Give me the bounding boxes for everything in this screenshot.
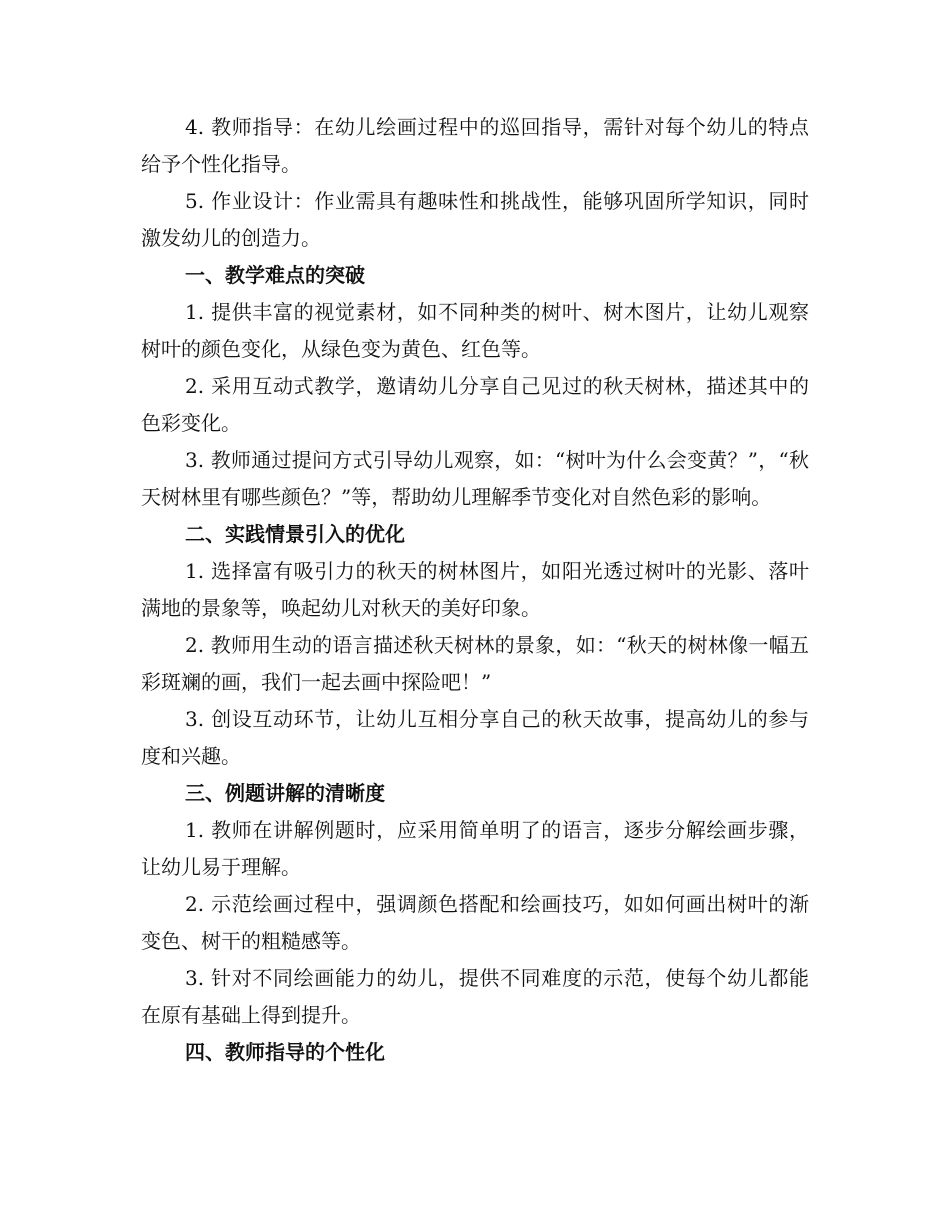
paragraph-1-3: 3. 教师通过提问方式引导幼儿观察，如：“树叶为什么会变黄？”，“秋天树林里有哪些颜色？”等，帮助幼儿理解季节变化对自然色彩的影响。 [141,448,809,509]
section-heading-4: 四、教师指导的个性化 [185,1040,385,1064]
section-heading-1: 一、教学难点的突破 [185,263,365,287]
paragraph-3-3: 3. 针对不同绘画能力的幼儿，提供不同难度的示范，使每个幼儿都能在原有基础上得到提升。 [141,966,809,1027]
paragraph-2-1: 1. 选择富有吸引力的秋天的树林图片，如阳光透过树叶的光影、落叶满地的景象等，唤起幼儿对秋天的美好印象。 [141,559,809,620]
paragraph-teacher-guidance: 4. 教师指导：在幼儿绘画过程中的巡回指导，需针对每个幼儿的特点给予个性化指导。 [141,115,809,176]
paragraph-homework-design: 5. 作业设计：作业需具有趣味性和挑战性，能够巩固所学知识，同时激发幼儿的创造力。 [141,189,809,250]
section-heading-2: 二、实践情景引入的优化 [185,522,405,546]
paragraph-3-1: 1. 教师在讲解例题时，应采用简单明了的语言，逐步分解绘画步骤，让幼儿易于理解。 [141,818,809,879]
paragraph-2-3: 3. 创设互动环节，让幼儿互相分享自己的秋天故事，提高幼儿的参与度和兴趣。 [141,707,809,768]
section-heading-3: 三、例题讲解的清晰度 [185,781,385,805]
paragraph-1-2: 2. 采用互动式教学，邀请幼儿分享自己见过的秋天树林，描述其中的色彩变化。 [141,374,809,435]
paragraph-3-2: 2. 示范绘画过程中，强调颜色搭配和绘画技巧，如如何画出树叶的渐变色、树干的粗糙感等。 [141,892,809,953]
document-body [141,109,809,1071]
paragraph-2-2: 2. 教师用生动的语言描述秋天树林的景象，如：“秋天的树林像一幅五彩斑斓的画，我们一起去画中探险吧！” [141,633,809,694]
paragraph-1-1: 1. 提供丰富的视觉素材，如不同种类的树叶、树木图片，让幼儿观察树叶的颜色变化，从绿色变为黄色、红色等。 [141,300,809,361]
